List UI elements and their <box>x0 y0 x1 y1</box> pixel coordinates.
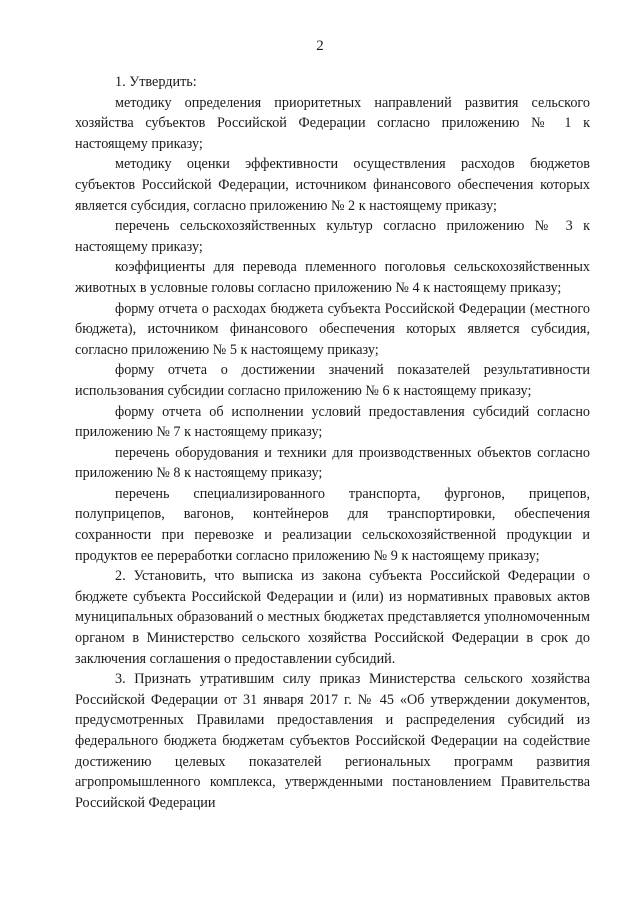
item-conditions-report-form: форму отчета об исполнении условий предоставления субсидий согласно приложению № 7 к настоящему приказу; <box>75 403 590 441</box>
item-methodology-priorities: методику определения приоритетных направлений развития сельского хозяйства субъектов Российской Федерации согласно приложению № 1 к настоящему приказу; <box>75 94 590 152</box>
item-livestock-coefficients: коэффициенты для перевода племенного поголовья сельскохозяйственных животных в условные головы согласно приложению № 4 к настоящему приказу; <box>75 259 590 296</box>
item-equipment-list: перечень оборудования и техники для производственных объектов согласно приложению № 8 к настоящему приказу; <box>75 444 590 482</box>
item-transport-list: перечень специализированного транспорта, фургонов, прицепов, полуприцепов, вагонов, контейнеров для транспортировки, обеспечения сохранности при перевозке и реализации сельскохозяйственной продукции и продуктов ее переработки согласно приложению № 9 к настоящему приказу; <box>75 485 590 564</box>
clause-1-heading: 1. Утвердить: <box>115 74 197 90</box>
item-expense-report-form: форму отчета о расходах бюджета субъекта Российской Федерации (местного бюджета), источником финансового обеспечения которых является субсидия, согласно приложению № 5 к настоящему приказу; <box>75 300 590 358</box>
item-crop-list: перечень сельскохозяйственных культур согласно приложению № 3 к настоящему приказу; <box>75 218 590 255</box>
clause-3-paragraph: 3. Признать утратившим силу приказ Министерства сельского хозяйства Российской Федерации от 31 января 2017 г. № 45 «Об утверждении документов, предусмотренных Правилами предоставления и распределения субсидий из федерального бюджета бюджетам субъектов Российской Федерации на содействие достижению целевых показателей региональных программ развития агропромышленного комплекса, утвержденными постановлением Правительства Российской Федерации <box>75 671 590 811</box>
clause-2-paragraph: 2. Установить, что выписка из закона субъекта Российской Федерации о бюджете субъекта Российской Федерации и (или) из нормативных правовых актов муниципальных образований о местных бюджетах представляется уполномоченным органом в Министерство сельского хозяйства Российской Федерации в срок до заключения соглашения о предоставлении субсидий. <box>75 568 590 667</box>
item-performance-report-form: форму отчета о достижении значений показателей результативности использования субсидии согласно приложению № 6 к настоящему приказу; <box>75 362 590 399</box>
document-body <box>75 72 590 813</box>
page-number: 2 <box>316 38 324 54</box>
item-methodology-efficiency: методику оценки эффективности осуществления расходов бюджетов субъектов Российской Федерации, источником финансового обеспечения которых является субсидия, согласно приложению № 2 к настоящему приказу; <box>75 156 590 214</box>
